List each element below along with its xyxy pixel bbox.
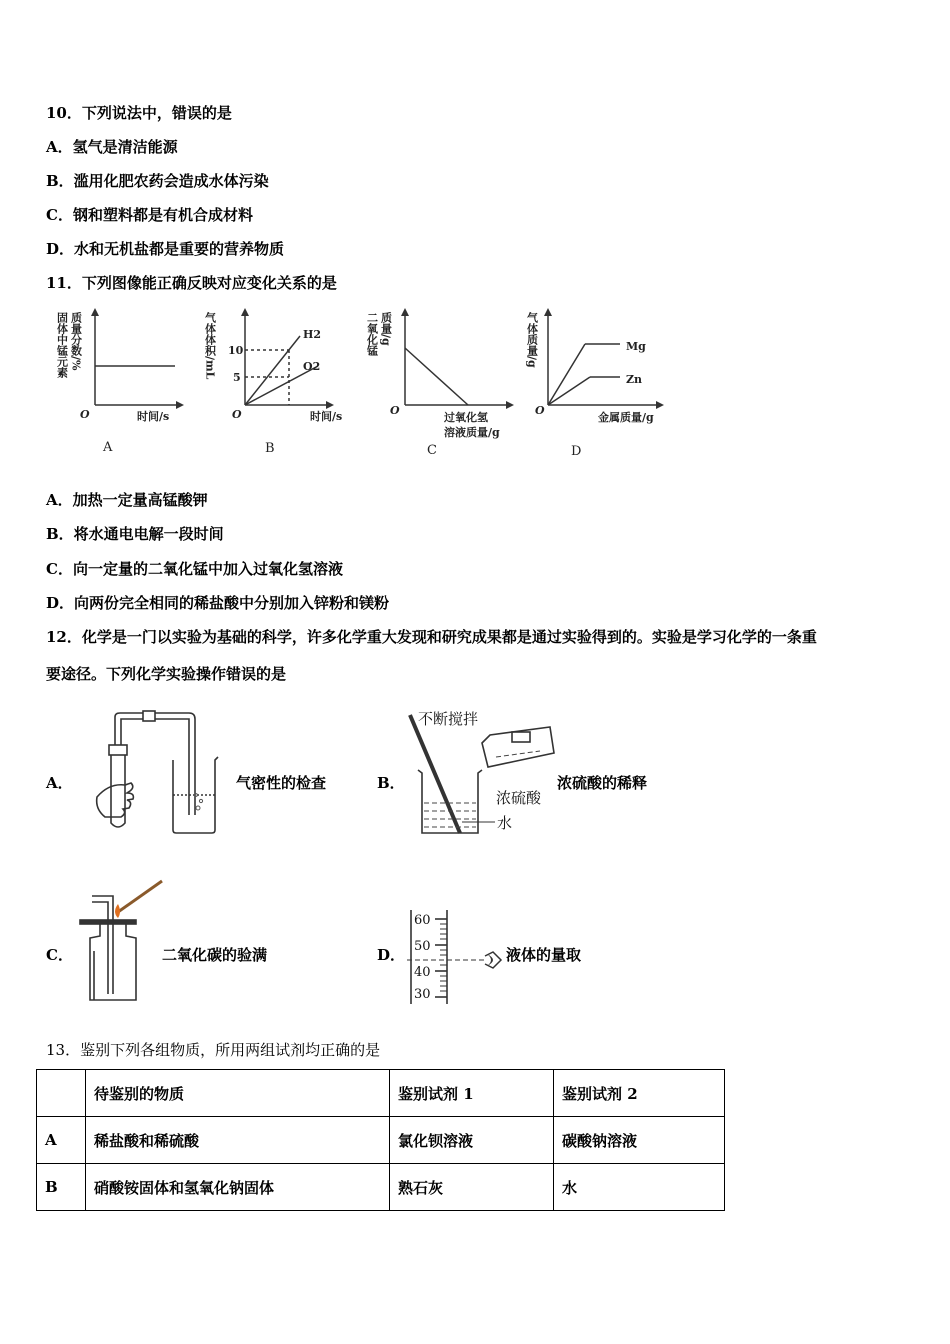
q10-option-b: B．滥用化肥农药会造成水体污染 — [46, 172, 269, 190]
table-header-cell — [37, 1070, 86, 1117]
d-tick-50: 50 — [414, 939, 431, 954]
graph-d-line-zn: Zn — [626, 373, 643, 386]
q11-option-d: D．向两份完全相同的稀盐酸中分别加入锌粉和镁粉 — [46, 594, 390, 612]
table-cell: 碳酸钠溶液 — [554, 1117, 725, 1164]
graph-c-letter: C — [427, 443, 437, 458]
b-acid-label: 浓硫酸 — [496, 789, 542, 807]
graph-a-letter: A — [103, 440, 113, 455]
q10-stem: 10．下列说法中，错误的是 — [46, 104, 232, 122]
b-stir-label: 不断搅拌 — [418, 710, 479, 728]
table-row — [37, 1164, 725, 1211]
graph-c-ylabel-2: 质量/g — [379, 312, 393, 346]
graph-d-xlabel: 金属质量/g — [598, 411, 654, 424]
q13-stem: 13．鉴别下列各组物质，所用两组试剂均正确的是 — [46, 1041, 381, 1059]
graph-a-origin: O — [80, 408, 90, 421]
q11-option-a: A．加热一定量高锰酸钾 — [46, 491, 208, 509]
graph-b-letter: B — [265, 441, 275, 456]
graph-b-xlabel: 时间/s — [310, 410, 343, 423]
graph-c-ylabel-1: 二氧化锰 — [365, 312, 379, 356]
table-header-cell: 鉴别试剂 2 — [554, 1070, 725, 1117]
graph-b-tick-10: 10 — [228, 344, 244, 357]
acid-dilution-illustration — [400, 705, 560, 840]
table-row — [37, 1117, 725, 1164]
q12-a-caption: 气密性的检查 — [236, 774, 327, 792]
q11-option-c: C．向一定量的二氧化锰中加入过氧化氢溶液 — [46, 560, 343, 578]
graph-a-ylabel-1: 固体中锰元素 — [55, 312, 69, 378]
q12-a-letter: A． — [46, 774, 73, 792]
graph-b-line-h2: H2 — [303, 328, 322, 341]
table-cell: 熟石灰 — [390, 1164, 554, 1211]
table-cell: B — [37, 1164, 86, 1211]
table-cell: 硝酸铵固体和氢氧化钠固体 — [86, 1164, 390, 1211]
q10-option-c: C．钢和塑料都是有机合成材料 — [46, 206, 253, 224]
graph-a-ylabel-2: 质量分数/% — [69, 312, 83, 371]
graph-d-ylabel: 气体质量/g — [525, 312, 539, 368]
table-header-cell: 鉴别试剂 1 — [390, 1070, 554, 1117]
q12-b-letter: B． — [377, 774, 405, 792]
graph-c-xlabel-2: 溶液质量/g — [444, 426, 500, 439]
q12-d-caption: 液体的量取 — [506, 946, 582, 964]
q13-table — [36, 1069, 725, 1211]
graph-d-line-mg: Mg — [626, 340, 646, 353]
co2-check-illustration — [78, 876, 173, 1006]
graduated-cylinder-illustration — [403, 898, 508, 1008]
q12-b-caption: 浓硫酸的稀释 — [557, 774, 648, 792]
table-cell: 氯化钡溶液 — [390, 1117, 554, 1164]
airtightness-check-illustration — [85, 705, 225, 840]
graph-a-xlabel: 时间/s — [137, 410, 170, 423]
q12-stem-line1: 12．化学是一门以实验为基础的科学，许多化学重大发现和研究成果都是通过实验得到的。实验是学习化学的一条重 — [46, 628, 817, 646]
table-cell: 稀盐酸和稀硫酸 — [86, 1117, 390, 1164]
graph-d-letter: D — [571, 444, 582, 459]
q11-graphs — [0, 300, 950, 465]
q10-option-d: D．水和无机盐都是重要的营养物质 — [46, 240, 285, 258]
q10-option-a: A．氢气是清洁能源 — [46, 138, 178, 156]
d-tick-60: 60 — [414, 913, 431, 928]
q12-d-letter: D． — [377, 946, 406, 964]
graph-b-tick-5: 5 — [233, 371, 241, 384]
d-tick-30: 30 — [414, 987, 431, 1002]
graph-c-xlabel-1: 过氧化氢 — [444, 411, 488, 424]
q12-c-letter: C． — [46, 946, 73, 964]
graph-c-origin: O — [390, 404, 400, 417]
graph-b-line-o2: O2 — [303, 360, 321, 373]
q11-stem: 11．下列图像能正确反映对应变化关系的是 — [46, 274, 337, 292]
q11-option-b: B．将水通电电解一段时间 — [46, 525, 224, 543]
table-header-row — [37, 1070, 725, 1117]
graph-b-ylabel: 气体体积/mL — [203, 312, 217, 380]
d-tick-40: 40 — [414, 965, 431, 980]
table-cell: 水 — [554, 1164, 725, 1211]
graph-d-origin: O — [535, 404, 545, 417]
table-header-cell: 待鉴别的物质 — [86, 1070, 390, 1117]
q12-stem-line2: 要途径。下列化学实验操作错误的是 — [46, 665, 287, 683]
table-cell: A — [37, 1117, 86, 1164]
q12-c-caption: 二氧化碳的验满 — [162, 946, 268, 964]
b-water-label: 水 — [497, 814, 513, 832]
graph-b-origin: O — [232, 408, 242, 421]
